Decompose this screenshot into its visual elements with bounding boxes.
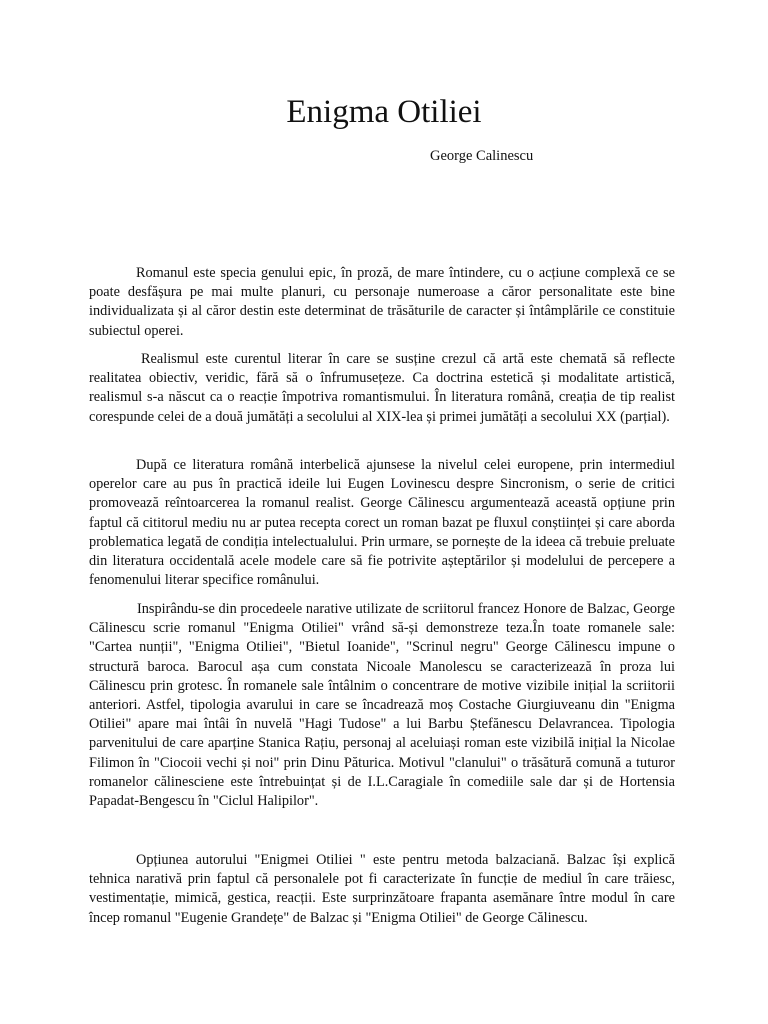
document-author: George Calinescu — [430, 148, 534, 164]
document-title: Enigma Otiliei — [286, 94, 482, 130]
paragraph-1: Romanul este specia genului epic, în proză, de mare întindere, cu o acțiune complexă ce se poate desfășura pe mai multe planuri, cu personaje numeroase a căror personalitate este bine individualizata și al căror destin este determinat de trăsăturile de caracter și întâmplările ce constituie subiectul operei. — [89, 265, 675, 339]
paragraph-3: După ce literatura română interbelică ajunsese la nivelul celei europene, prin intermediul operelor care au pus în practică ideile lui Eugen Lovinescu despre Sincronism, o serie de critici promovează reîntoarcerea la romanul realist. George Călinescu argumentează această opțiune prin faptul că cititorul mediu nu ar putea recepta corect un roman bazat pe fluxul conștiinței și care aborda problematica legată de condiția intelectualului. Prin urmare, se pornește de la ideea că trebuie preluate din literatura occidentală acele modele care să fie potrivite așteptărilor și modelului de percepere a fenomenului literar specifice românului. — [89, 457, 675, 589]
paragraph-4: Inspirându-se din procedeele narative utilizate de scriitorul francez Honore de Balzac, George Călinescu scrie romanul "Enigma Otiliei" vrând să-și demonstreze teza.În toate romanele sale: "Cartea nunții", "Enigma Otiliei", "Bietul Ioanide", "Scrinul negru" George Călinescu impune o structură baroca. Barocul așa cum constata Nicoale Manolescu se caracterizează în proza lui Călinescu prin grotesc. În romanele sale întâlnim o concentrare de motive vizibile inițial la scriitorii anteriori. Astfel, tipologia avarului in care se încadrează moș Costache Giurgiuveanu din "Enigma Otiliei" apare mai întâi în nuvelă "Hagi Tudose" a lui Barbu Ștefănescu Delavrancea. Tipologia parvenitului de care aparține Stanica Rațiu, personaj al aceluiași roman este vizibilă inițial la Nicolae Filimon în "Ciocoii vechi și noi" prin Dinu Păturica. Motivul "clanului" o trăsătură comună a tuturor romanelor călinesciene este întrebuințat și de I.L.Caragiale în comediile sale dar și de Hortensia Papadat-Bengescu în "Ciclul Halipilor". — [89, 601, 675, 810]
paragraph-5: Opțiunea autorului "Enigmei Otiliei " este pentru metoda balzaciană. Balzac își explică tehnica narativă prin faptul că personalele pot fi caracterizate în funcție de mediul în care trăiesc, vestimentație, mimică, gestica, reacții. Este surprinzătoare frapanta asemănare între modul în care încep romanul "Eugenie Grandețe" de Balzac și "Enigma Otiliei" de George Călinescu. — [89, 852, 675, 926]
paragraph-2: Realismul este curentul literar în care se susține crezul că artă este chemată să reflecte realitatea obiectiv, veridic, fără să o înfrumusețeze. Ca doctrina estetică și modalitate artistică, realismul s-a născut ca o reacție împotriva romantismului. În literatura română, creația de tip realist corespunde celei de a două jumătăți a secolului al XIX-lea și primei jumătăți a secolului XX (parțial). — [89, 351, 675, 425]
